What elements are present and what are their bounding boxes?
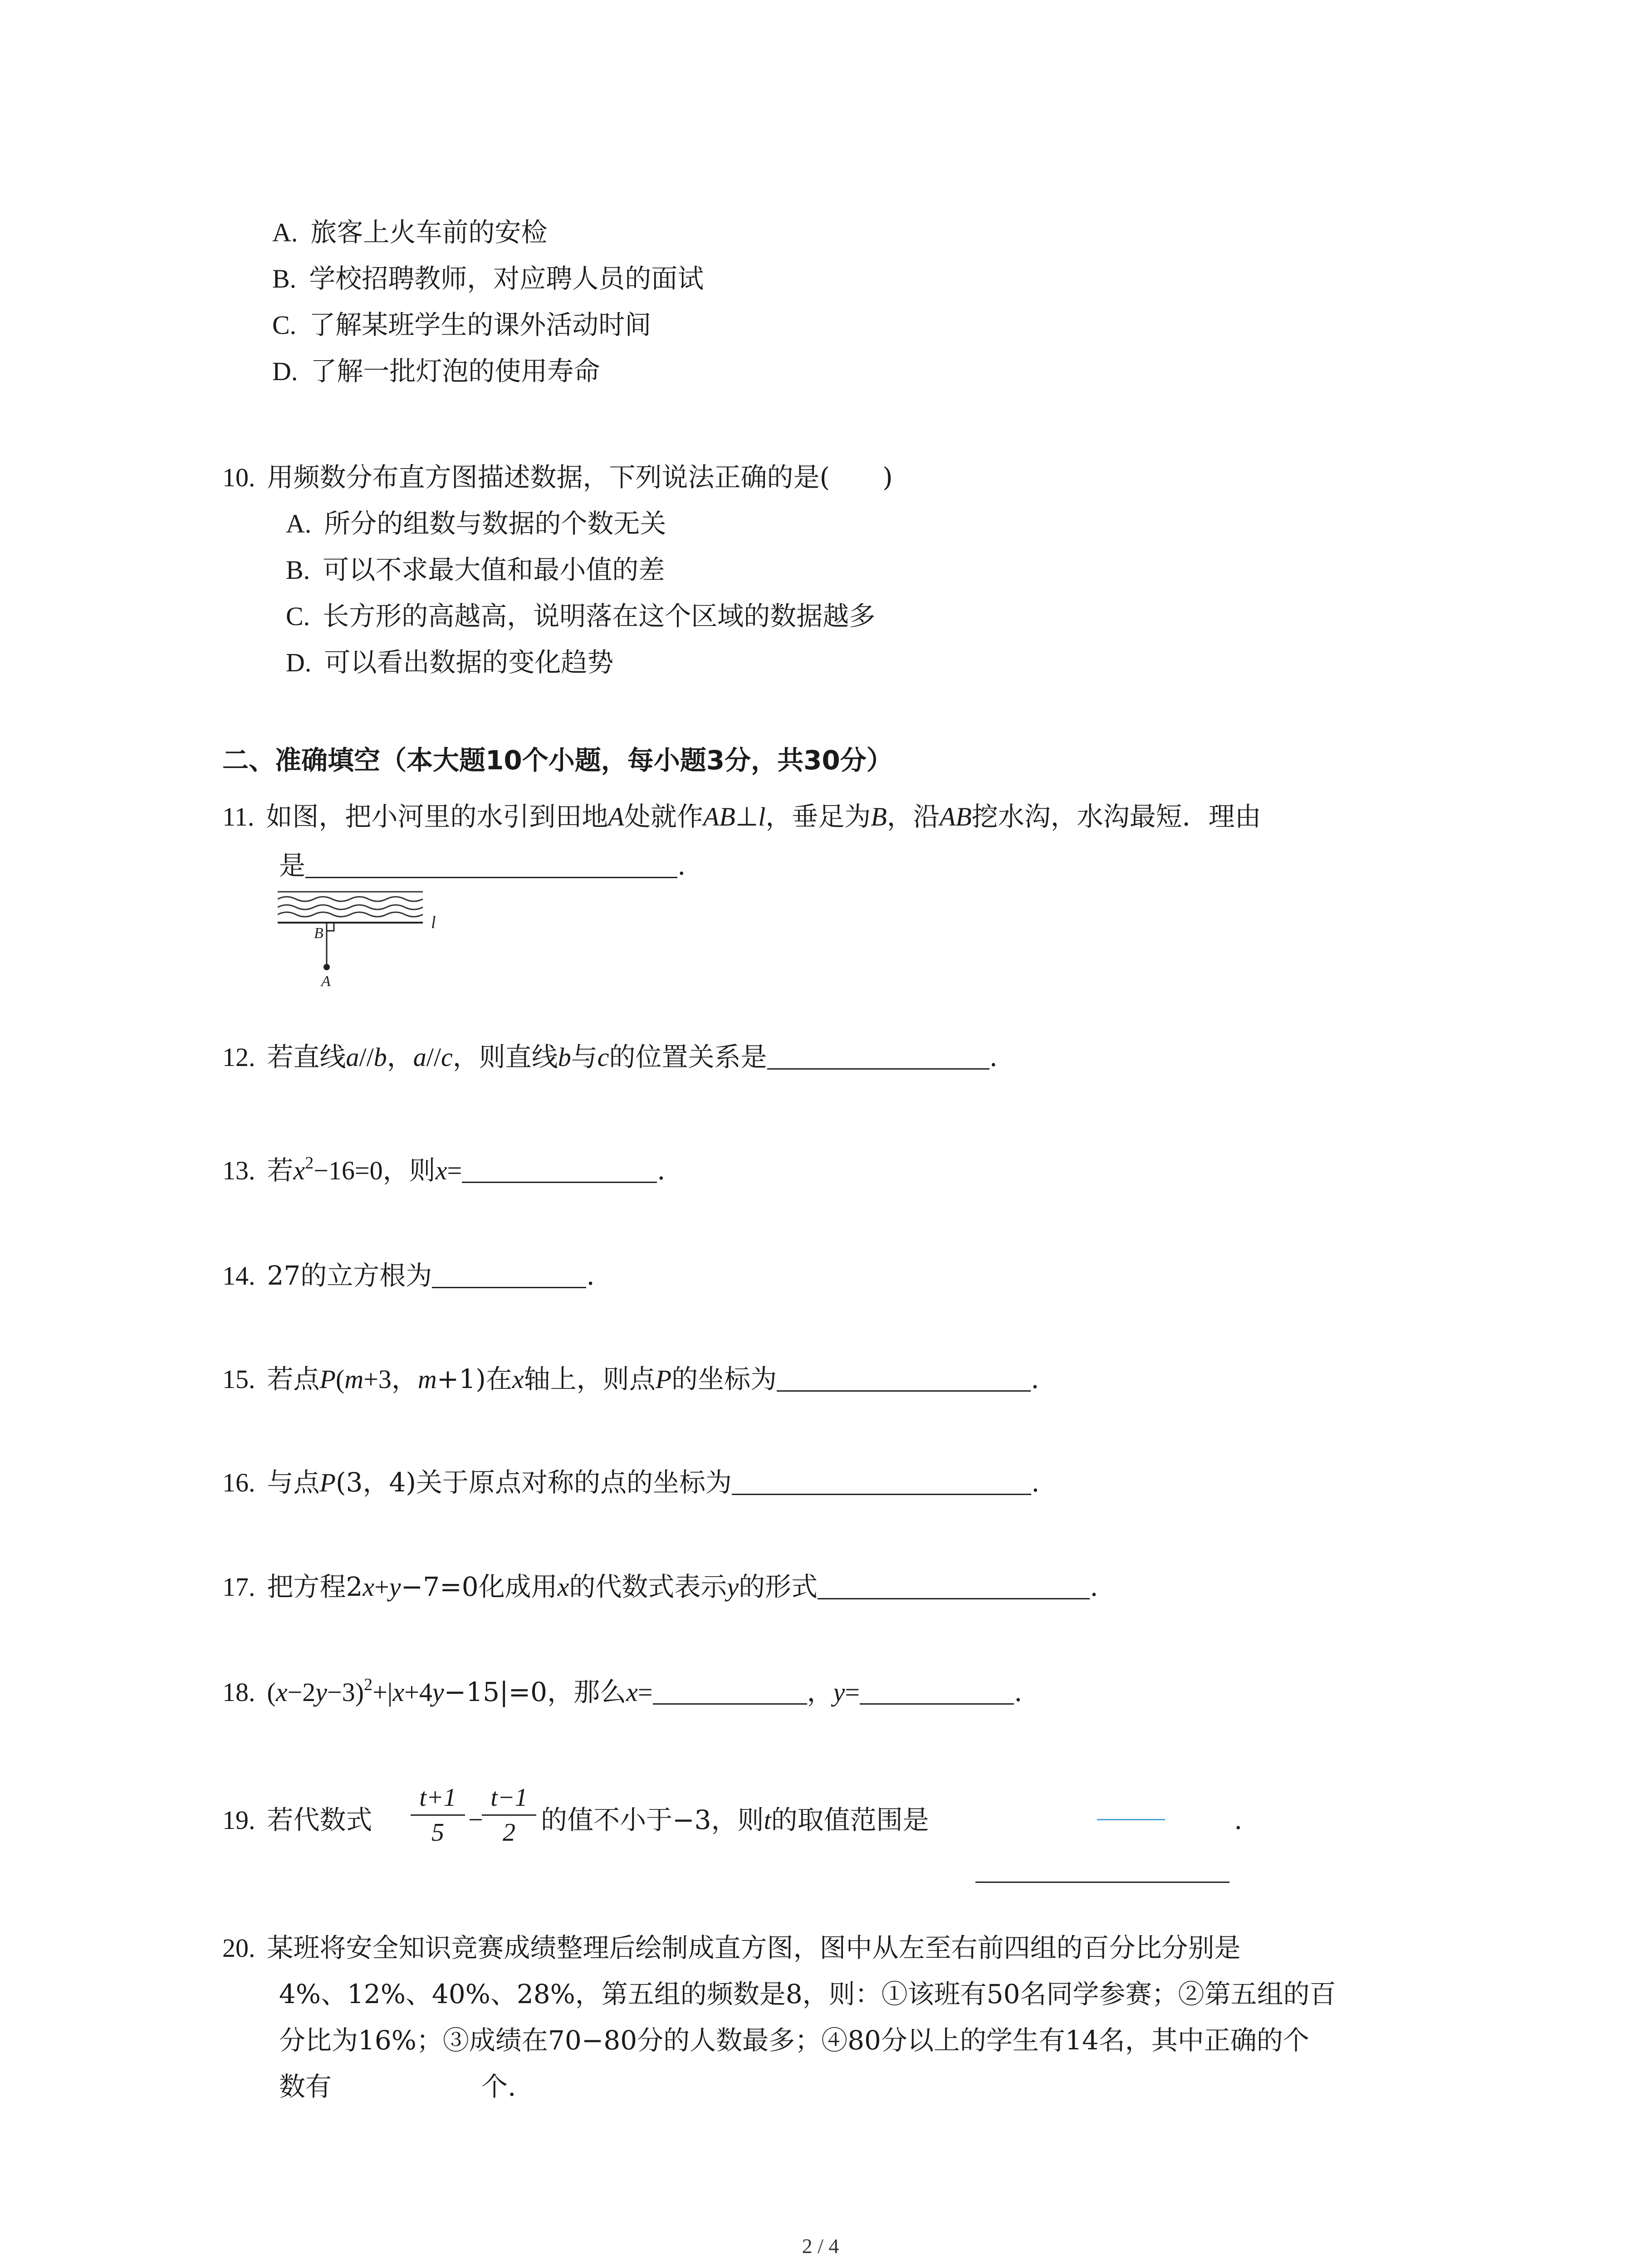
exponent: 2	[364, 1675, 373, 1694]
var: c	[441, 1042, 453, 1072]
var: P	[655, 1364, 672, 1394]
q9-option-c	[272, 307, 651, 343]
text: .	[1031, 1364, 1039, 1394]
exponent: 2	[305, 1154, 314, 1173]
text: +3，	[363, 1364, 418, 1394]
q13-line	[222, 1152, 666, 1189]
var: l	[758, 802, 766, 831]
question-number: 13.	[222, 1156, 255, 1185]
answer-blank[interactable]	[777, 1363, 1031, 1392]
text: .	[1014, 1677, 1023, 1707]
text: 是	[279, 850, 306, 881]
var: m	[417, 1364, 437, 1394]
question-text: 用频数分布直方图描述数据，下列说法正确的是( )	[267, 462, 893, 493]
text: 的坐标为	[671, 1364, 777, 1394]
answer-blank-x[interactable]	[653, 1676, 807, 1705]
q20-line4	[279, 2068, 516, 2105]
q10-option-a	[286, 505, 666, 542]
section-heading: 二、准确填空（本大题10个小题，每小题3分，共30分）	[222, 745, 893, 776]
q11-line1	[222, 798, 1261, 835]
answer-blank[interactable]	[975, 1854, 1230, 1883]
perp-symbol: ⊥	[735, 802, 759, 831]
option-text: 旅客上火车前的安检	[310, 217, 548, 248]
var: y	[389, 1572, 401, 1602]
option-text: 可以看出数据的变化趋势	[324, 647, 614, 678]
text: 处就作	[624, 801, 703, 832]
q9-option-a	[272, 214, 547, 251]
fraction-bar	[482, 1814, 536, 1816]
fraction-2	[482, 1783, 536, 1848]
text: −2	[287, 1677, 316, 1707]
question-number: 15.	[222, 1364, 255, 1394]
text: +	[374, 1572, 389, 1602]
var: x	[275, 1677, 288, 1707]
answer-blank[interactable]	[462, 1154, 657, 1183]
text: 若点	[267, 1364, 320, 1394]
q10-option-c	[286, 598, 875, 635]
text: ，	[807, 1677, 833, 1707]
text: −16=0，则	[314, 1156, 436, 1185]
answer-blank-y[interactable]	[860, 1676, 1014, 1705]
option-letter: C.	[286, 601, 310, 631]
option-letter: D.	[286, 648, 312, 677]
var: x	[626, 1677, 638, 1707]
text: .	[989, 1041, 998, 1072]
text: 如图，把小河里的水引到田地	[266, 801, 608, 832]
option-text: 所分的组数与数据的个数无关	[324, 508, 666, 539]
parallel-symbol: //	[426, 1042, 441, 1072]
var: x	[557, 1572, 569, 1602]
var: AB	[939, 802, 972, 831]
q20-line2: 4%、12%、40%、28%，第五组的频数是8，则：①该班有50名同学参赛；②第五组的百	[279, 1979, 1336, 2009]
answer-blank[interactable]	[767, 1041, 989, 1070]
text: −3)	[327, 1677, 364, 1707]
text: 轴上，则点	[524, 1364, 656, 1394]
text: +|	[372, 1677, 393, 1707]
q9-option-b	[272, 260, 704, 297]
numerator: t−1	[490, 1784, 528, 1812]
label-b: B	[314, 925, 323, 942]
numerator: t+1	[419, 1784, 456, 1812]
var: y	[833, 1677, 845, 1707]
question-number: 12.	[222, 1042, 255, 1072]
q9-option-d	[272, 353, 600, 390]
question-number: 10.	[222, 463, 255, 492]
var: m	[344, 1364, 364, 1394]
label-l: l	[431, 913, 436, 932]
river-waves	[278, 892, 423, 917]
q19-line	[222, 1802, 372, 1838]
var: x	[435, 1156, 447, 1185]
q16-line	[222, 1464, 1039, 1501]
text: 的形式	[739, 1571, 818, 1602]
right-angle-mark	[327, 923, 334, 931]
text: =	[845, 1677, 860, 1707]
text: −7=0化成用	[401, 1571, 558, 1602]
var: y	[727, 1572, 739, 1602]
text: =	[447, 1156, 462, 1185]
var: A	[608, 802, 624, 831]
text: (	[335, 1364, 345, 1394]
text: 27的立方根为	[267, 1260, 432, 1291]
var: b	[373, 1042, 387, 1072]
text: .	[657, 1155, 666, 1186]
option-text: 了解一批灯泡的使用寿命	[310, 356, 600, 386]
text: 若	[267, 1155, 294, 1186]
text: 的取值范围是	[771, 1804, 929, 1835]
text: (	[267, 1677, 276, 1707]
text: ，沿	[887, 801, 940, 832]
option-text: 学校招聘教师，对应聘人员的面试	[309, 263, 704, 294]
answer-blank[interactable]	[818, 1571, 1090, 1599]
answer-blank[interactable]	[732, 1466, 1031, 1495]
text: 某班将安全知识竞赛成绩整理后绘制成直方图，图中从左至右前四组的百分比分别是	[267, 1932, 1241, 1963]
text: −15|=0，那么	[444, 1677, 627, 1707]
fraction-bar	[411, 1814, 465, 1816]
text: 挖水沟，水沟最短．理由	[971, 801, 1261, 832]
answer-blank[interactable]	[432, 1260, 586, 1288]
text: +4	[404, 1677, 432, 1707]
q20-line3: 分比为16%；③成绩在70−80分的人数最多；④80分以上的学生有14名，其中正确的个	[279, 2025, 1309, 2056]
option-letter: B.	[286, 555, 310, 585]
q10-option-b	[286, 552, 665, 588]
var: t	[764, 1805, 771, 1835]
question-number: 18.	[222, 1677, 255, 1707]
text: .	[586, 1260, 595, 1291]
var: b	[558, 1042, 571, 1072]
var: y	[432, 1677, 444, 1707]
var: x	[362, 1572, 375, 1602]
parallel-symbol: //	[359, 1042, 374, 1072]
text: =	[637, 1677, 653, 1707]
var: x	[392, 1677, 405, 1707]
option-letter: C.	[272, 310, 297, 340]
var: y	[315, 1677, 328, 1707]
text: .	[1090, 1571, 1098, 1602]
text: .	[1031, 1467, 1040, 1498]
text: 的值不小于−3，则	[541, 1804, 764, 1835]
question-number: 19.	[222, 1805, 255, 1835]
text: 数有	[279, 2071, 332, 2102]
var: P	[319, 1468, 336, 1497]
denominator: 2	[503, 1818, 515, 1847]
label-a: A	[321, 973, 331, 990]
text: 若代数式	[267, 1804, 372, 1835]
option-text: 长方形的高越高，说明落在这个区域的数据越多	[323, 601, 876, 631]
question-number: 14.	[222, 1261, 255, 1290]
text: (3，4)关于原点对称的点的坐标为	[335, 1467, 732, 1498]
option-letter: B.	[272, 264, 297, 293]
text: 个.	[481, 2071, 516, 2102]
question-number: 11.	[222, 802, 255, 831]
var: B	[871, 802, 887, 831]
page-number: 2 / 4	[802, 2234, 839, 2258]
q11-figure	[278, 889, 450, 993]
denominator: 5	[431, 1818, 444, 1847]
option-text: 可以不求最大值和最小值的差	[323, 554, 665, 585]
text: ，	[387, 1041, 413, 1072]
q20-line1	[222, 1930, 1241, 1966]
fraction-1	[411, 1783, 465, 1848]
question-number: 16.	[222, 1468, 255, 1497]
var: AB	[703, 802, 735, 831]
point-a	[323, 964, 330, 970]
q15-line	[222, 1361, 1039, 1398]
text: 的位置关系是	[609, 1041, 767, 1072]
text: 若直线	[267, 1041, 346, 1072]
text: 与点	[267, 1467, 320, 1498]
question-number: 20.	[222, 1933, 255, 1963]
question-number: 17.	[222, 1572, 255, 1602]
q10-stem	[222, 459, 893, 496]
answer-blank[interactable]	[305, 850, 677, 878]
var: x	[293, 1156, 305, 1185]
option-letter: A.	[286, 509, 312, 538]
var: a	[346, 1042, 359, 1072]
fraction-minus: −	[468, 1805, 483, 1834]
text: 把方程2	[267, 1571, 363, 1602]
q10-option-d	[286, 644, 613, 681]
text: .	[677, 850, 686, 881]
q17-line	[222, 1569, 1098, 1605]
text: 与	[571, 1041, 598, 1072]
q19-line-rest	[541, 1802, 929, 1838]
blue-underline	[1097, 1819, 1165, 1820]
var: a	[413, 1042, 426, 1072]
option-letter: A.	[272, 218, 298, 247]
text: ，则直线	[452, 1041, 558, 1072]
q12-line	[222, 1039, 998, 1075]
var: c	[597, 1042, 609, 1072]
text: +1)在	[436, 1364, 512, 1394]
text: 的代数式表示	[569, 1571, 727, 1602]
q19-end: .	[1234, 1804, 1243, 1835]
q18-line	[222, 1674, 1022, 1711]
var: P	[319, 1364, 336, 1394]
q14-line	[222, 1257, 595, 1294]
option-letter: D.	[272, 357, 298, 386]
option-text: 了解某班学生的课外活动时间	[309, 309, 652, 340]
q11-line2	[279, 847, 686, 884]
text: ，垂足为	[765, 801, 871, 832]
var: x	[512, 1364, 524, 1394]
